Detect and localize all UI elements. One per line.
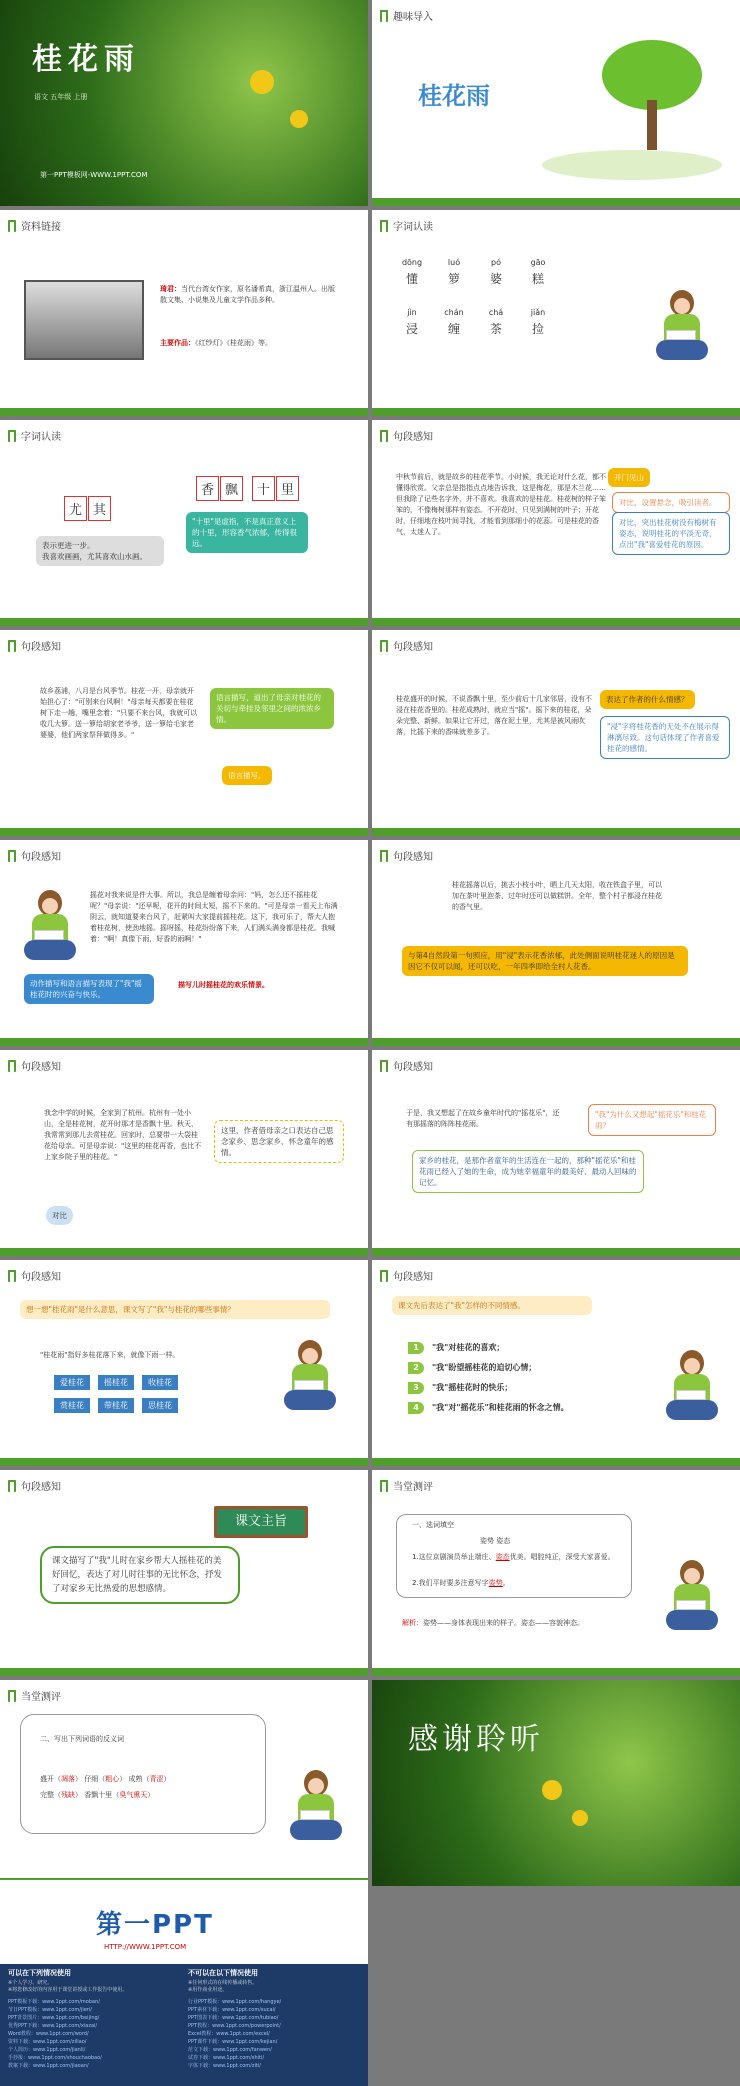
- passage-text: 桂花盛开的时候，不说香飘十里，至少前后十几家邻居，没有不浸在桂花香里的。桂花成熟时，就应当"摇"。摇下来的桂花，朵朵完整、新鲜。如果让它开过，落在泥土里，尤其是被风雨吹落，比摇下来的香味就差多了。: [396, 695, 592, 736]
- cover-title: 桂花雨: [32, 42, 140, 77]
- bookmark-icon: [8, 430, 16, 442]
- item-number: 3: [408, 1382, 424, 1394]
- slide-14-reading[interactable]: [372, 1260, 740, 1466]
- slide-15-theme[interactable]: [0, 1470, 368, 1676]
- tag-box: "浸"字将桂花香的无处不在展示得淋漓尽致。这句话体现了作者喜爱桂花的感情。: [600, 716, 730, 759]
- bookmark-icon: [8, 220, 16, 232]
- slide-header: 句段感知: [8, 1478, 61, 1493]
- resource-link[interactable]: 节日PPT模板：www.1ppt.com/jieri/: [8, 2007, 92, 2013]
- char-card: 里: [276, 476, 299, 501]
- slide-header: 句段感知: [380, 638, 433, 653]
- topic-chip: 爱桂花: [54, 1375, 90, 1390]
- girl-illustration: [286, 1770, 346, 1850]
- char-card: 飘: [220, 476, 243, 501]
- slide-header: 字词认读: [8, 428, 61, 443]
- passage-text: 我念中学的时候，全家到了杭州。杭州有一处小山，全是桂花树，花开时那才是香飘十里。秋天，我常常到那儿去赏桂花。回家时，总要带一大袋桂花给母亲。可是母亲说："这里的桂花再香，也比不上家乡院子里的桂花。": [44, 1109, 202, 1161]
- resource-link[interactable]: 资料下载：www.1ppt.com/ziliao/: [8, 2039, 87, 2045]
- tag-box: 对比，设置悬念，吸引读者。: [612, 492, 730, 513]
- slide-header: 句段感知: [380, 428, 433, 443]
- note-box: 动作描写和语言描写表现了"我"摇桂花时的兴奋与快乐。: [24, 974, 154, 1004]
- char-card: 香: [196, 476, 219, 501]
- slide-17-quiz[interactable]: 当堂测评 二、写出下列词语的反义词 盛开（凋落） 仔细（粗心） 成熟（青涩） 完整（残缺） 香飘十里（臭气熏天）: [0, 1680, 368, 1886]
- brand-logo: 第一PPT: [96, 1910, 214, 1940]
- slide-header: 句段感知: [380, 1058, 433, 1073]
- bookmark-icon: [380, 850, 388, 862]
- char-card: 尤: [64, 496, 87, 521]
- author-photo: [24, 280, 144, 360]
- note-box: 对比: [46, 1206, 73, 1225]
- pinyin-label: jìn: [407, 308, 417, 317]
- cover-subtitle: 语文 五年级 上册: [34, 93, 88, 101]
- resource-link[interactable]: Excel教程：www.1ppt.com/excel/: [188, 2031, 270, 2037]
- slide-header: 趣味导入: [380, 8, 433, 23]
- summary-text: 描写儿时摇桂花的欢乐情景。: [178, 981, 269, 989]
- bookmark-icon: [380, 10, 388, 22]
- resource-link[interactable]: 字体下载：www.1ppt.com/ziti/: [188, 2063, 261, 2069]
- brand-url: HTTP://WWW.1PPT.COM: [104, 1943, 187, 1951]
- theme-text: 课文描写了"我"儿时在家乡帮大人摇桂花的美好回忆，表达了对儿时往事的无比怀念，抒发了对家乡无比热爱的思想感情。: [40, 1546, 240, 1604]
- resource-link[interactable]: 行业PPT模板：www.1ppt.com/hangye/: [188, 1999, 282, 2005]
- bookmark-icon: [8, 850, 16, 862]
- slide-header: 字词认读: [380, 218, 433, 233]
- resource-link[interactable]: PPT素材下载：www.1ppt.com/sucai/: [188, 2007, 276, 2013]
- vocab-character: 缠: [447, 322, 460, 336]
- vocab-character: 浸: [405, 322, 418, 336]
- bookmark-icon: [8, 1690, 16, 1702]
- passage-text: 桂花摇落以后，挑去小枝小叶，晒上几天太阳，收在铁盒子里，可以加在茶叶里泡茶，过年时还可以做糕饼。全年，整个村子都浸在桂花的香气里。: [452, 881, 662, 911]
- vocab-character: 婆: [489, 272, 502, 286]
- note-box: 家乡的桂花，是那作者童年的生活连在一起的，那种"摇花乐"和桂花雨已经入了她的生命，成为她幸福童年的最美好、最动人回味的记忆。: [412, 1150, 644, 1193]
- item-number: 2: [408, 1362, 424, 1374]
- intro-title: 桂花雨: [418, 82, 490, 110]
- pinyin-label: dōng: [401, 258, 423, 267]
- theme-badge: 课文主旨: [214, 1506, 308, 1538]
- question-box: 课文先后表达了"我"怎样的不同情感。: [392, 1296, 592, 1315]
- passage-text: 于是，我又想起了在故乡童年时代的"摇花乐"，还有那摇落的阵阵桂花雨。: [406, 1109, 560, 1128]
- passage-text: 摇花对我来说是件大事。所以，我总是缠着母亲问："妈，怎么还不摇桂花呢？"母亲说："还早呢，花开的时间太短，摇不下来的。"可是母亲一看天上布满阴云，就知道要来台风了，赶紧叫大家提前摇桂花。这下，我可乐了，帮大人抱着桂花树，使劲地摇。摇呀摇，桂花纷纷落下来，人们满头满身都是桂花。我喊着："啊！真像下雨，好香的雨啊！": [90, 891, 338, 943]
- link-list: [188, 1998, 358, 2070]
- bookmark-icon: [8, 640, 16, 652]
- slide-header: 资料链接: [8, 218, 61, 233]
- pinyin-label: chán: [444, 308, 464, 317]
- resource-link[interactable]: PPT模板下载：www.1ppt.com/moban/: [8, 1999, 100, 2005]
- cover-brand: 第一PPT模板网-WWW.1PPT.COM: [40, 171, 148, 179]
- bookmark-icon: [380, 220, 388, 232]
- item-number: 4: [408, 1402, 424, 1414]
- slide-header: 句段感知: [8, 1058, 61, 1073]
- note-box: 这里，作者借母亲之口表达自己思念家乡、思念家乡、怀念童年的感情。: [214, 1120, 344, 1163]
- tag-box: 对比，突出桂花树没有梅树有姿态，说明桂花的平淡无奇，点出"我"喜爱桂花的原因。: [612, 512, 730, 555]
- pinyin-label: chá: [488, 308, 504, 317]
- topic-chip: 收桂花: [142, 1375, 178, 1390]
- tag-box: 表达了作者的什么情感？: [600, 690, 695, 709]
- slide-header: 当堂测评: [8, 1688, 61, 1703]
- resource-link[interactable]: 范文下载：www.1ppt.com/fanwen/: [188, 2047, 272, 2053]
- tag-box: "我"为什么又想起"摇花乐"和桂花雨？: [588, 1104, 716, 1136]
- pinyin-label: luó: [447, 258, 461, 267]
- slide-header: 句段感知: [8, 848, 61, 863]
- slide-10-reading[interactable]: [372, 840, 740, 1046]
- bookmark-icon: [380, 640, 388, 652]
- resource-link[interactable]: 个人简历：www.1ppt.com/jianli/: [8, 2047, 86, 2053]
- resource-link[interactable]: 试卷下载：www.1ppt.com/shiti/: [188, 2055, 265, 2061]
- note-box: 与第4自然段第一句照应，用"浸"表示花香浓郁，此处侧面说明桂花迷人的原因是因它不仅可以闻，还可以吃，一年四季即给全村人花香。: [402, 946, 688, 976]
- slide-1-cover[interactable]: [0, 0, 368, 206]
- slide-12-reading[interactable]: [372, 1050, 740, 1256]
- resource-link[interactable]: 手抄报：www.1ppt.com/shouchaobao/: [8, 2055, 102, 2061]
- feeling-item: 2 "我"盼望摇桂花的迫切心情；: [408, 1362, 648, 1374]
- slide-4-vocab[interactable]: [372, 210, 740, 416]
- slide-header: 当堂测评: [380, 1478, 433, 1493]
- note-box: 语言描写。: [222, 766, 272, 785]
- pinyin-label: pó: [491, 258, 501, 267]
- link-list: [8, 1998, 178, 2070]
- slide-16-quiz[interactable]: 当堂测评 一、选词填空 姿势 姿态 1.这位京剧演员举止端庄、姿态优美。唱腔纯正，深受大家喜爱。 2.我们平时要多注意写字姿势。 解析：姿势——身体表现出来的样子。姿态——容貌神态。: [372, 1470, 740, 1676]
- slide-18-thanks[interactable]: [372, 1680, 740, 1886]
- passage-text: 故乡荔浦，八月是台风季节。桂花一开，母亲就开始担心了："可别来台风啊！"母亲每天都要在桂花树下走一趟，嘴里念着："只要不来台风，我就可以收几大箩。送一箩给胡家老爷爷，送一箩给毛家老婆婆，他们两家祭拜做得多。": [40, 687, 198, 739]
- resource-link[interactable]: PPT课件下载：www.1ppt.com/kejian/: [188, 2039, 278, 2045]
- slide-11-reading[interactable]: [0, 1050, 368, 1256]
- vocab-character: 糕: [531, 272, 544, 286]
- slide-13-reading[interactable]: [0, 1260, 368, 1466]
- bookmark-icon: [8, 1270, 16, 1282]
- girl-illustration: [662, 1560, 722, 1640]
- slide-header: 句段感知: [380, 1268, 433, 1283]
- bookmark-icon: [380, 1060, 388, 1072]
- flower-decoration: [250, 70, 274, 94]
- feeling-item: 3 "我"摇桂花时的快乐；: [408, 1382, 648, 1394]
- pinyin-label: gāo: [530, 258, 546, 267]
- slide-header: 句段感知: [8, 1268, 61, 1283]
- pinyin-label: jiǎn: [530, 308, 546, 317]
- resource-link[interactable]: 优秀PPT下载：www.1ppt.com/xiazai/: [8, 2023, 98, 2029]
- slide-8-reading[interactable]: [372, 630, 740, 836]
- note-box: "十里"是虚指，不是真正意义上的十里，形容香气浓郁，传得很远。: [186, 512, 308, 553]
- char-card: 十: [252, 476, 275, 501]
- slide-7-reading[interactable]: [0, 630, 368, 836]
- flower-decoration: [290, 110, 308, 128]
- note-box: 语言描写，道出了母亲对桂花的关切与牵挂及邻里之间的浓浓乡情。: [210, 688, 334, 729]
- slide-header: 句段感知: [8, 638, 61, 653]
- bookmark-icon: [8, 1060, 16, 1072]
- question-box: 想一想"桂花雨"是什么意思，课文写了"我"与桂花的哪些事情？: [20, 1300, 330, 1319]
- girl-illustration: [280, 1340, 340, 1420]
- vocab-character: 茶: [489, 322, 502, 336]
- bookmark-icon: [380, 1270, 388, 1282]
- girl-illustration: [662, 1350, 722, 1430]
- bookmark-icon: [380, 1480, 388, 1492]
- resource-link[interactable]: PPT教程：www.1ppt.com/powerpoint/: [188, 2023, 281, 2029]
- topic-chip: 带桂花: [98, 1398, 134, 1413]
- resource-link[interactable]: PPT图表下载：www.1ppt.com/tubiao/: [188, 2015, 279, 2021]
- bookmark-icon: [380, 430, 388, 442]
- char-card: 其: [88, 496, 111, 521]
- answer-text: "桂花雨"指好多桂花落下来，就像下雨一样。: [40, 1351, 180, 1359]
- resource-link[interactable]: Word教程：www.1ppt.com/word/: [8, 2031, 89, 2037]
- chip-group: [50, 1370, 210, 1416]
- thanks-title: 感谢聆听: [408, 1722, 544, 1757]
- vocab-character: 懂: [405, 272, 418, 286]
- feeling-item: 1 "我"对桂花的喜欢；: [408, 1342, 648, 1354]
- topic-chip: 摇桂花: [98, 1375, 134, 1390]
- girl-illustration: [652, 290, 712, 370]
- girl-illustration: [20, 890, 80, 970]
- slide-9-reading[interactable]: [0, 840, 368, 1046]
- bookmark-icon: [8, 1480, 16, 1492]
- resource-link[interactable]: PPT背景图片：www.1ppt.com/beijing/: [8, 2015, 100, 2021]
- note-box: 表示更进一步。 我喜欢画画，尤其喜欢山水画。: [36, 536, 164, 566]
- topic-chip: 赏桂花: [54, 1398, 90, 1413]
- topic-chip: 思桂花: [142, 1398, 178, 1413]
- item-number: 1: [408, 1342, 424, 1354]
- slide-19-copyright[interactable]: 第一PPT HTTP://WWW.1PPT.COM 可以在下列情况使用 不可以在以下情况使用 ※个人学习、研究。 ※将您修改好的内容用于课堂讲授或工作报告中使用。 ※任何形式的在线传播或转售。 ※用作商业用途。 PPT模板下载：www.1ppt.com/moban/ 节日PPT模板：www.1ppt.com/jieri/ PPT背景图片：www.1ppt.com/beijing/ 优秀PPT下载：www.1ppt.com/xiazai/ Word教程：www.1ppt.com/word/ 资料下载：www.1ppt.com/ziliao/ 个人简历：www.1ppt.com/jianli/ 手抄报：www.1ppt.com/shouchaobao/ 教案下载：www.1ppt.com/jiaoan/ 行业PPT模板：www.1ppt.com/hangye/ PPT素材下载：www.1ppt.com/sucai/ PPT图表下载：www.1ppt.com/tubiao/ PPT教程：www.1ppt.com/powerpoint/ Excel教程：www.1ppt.com/excel/ PPT课件下载：www.1ppt.com/kejian/ 范文下载：www.1ppt.com/fanwen/ 试卷下载：www.1ppt.com/shiti/ 字体下载：www.1ppt.com/ziti/: [0, 1880, 368, 2086]
- feeling-list: [408, 1342, 648, 1422]
- passage-text: 中秋节前后，就是故乡的桂花季节。小时候，我无论对什么花，都不懂得欣赏。父亲总是指指点点地告诉我，这是梅花，那是木兰花……但我除了记些名字外，并不喜欢。我喜欢的是桂花。桂花树的样子笨笨的，不像梅树那样有姿态。不开花时，只见到满树的叶子；开花时，仔细地在枝叶间寻找，才能看到那细小的花蕊。可是桂花的香气，太迷人了。: [396, 473, 606, 536]
- vocab-character: 捡: [531, 322, 544, 336]
- slide-header: 句段感知: [380, 848, 433, 863]
- vocab-character: 箩: [447, 272, 460, 286]
- resource-link[interactable]: 教案下载：www.1ppt.com/jiaoan/: [8, 2063, 89, 2069]
- feeling-item: 4 "我"对"摇花乐"和桂花雨的怀念之情。: [408, 1402, 648, 1414]
- slide-3-author[interactable]: 资料链接 琦君：当代台湾女作家，原名潘希真，浙江温州人。出版散文集、小说集及儿童文学作品多种。 主要作品：《红纱灯》《桂花雨》等。: [0, 210, 368, 416]
- slide-2-intro[interactable]: [372, 0, 740, 206]
- slide-6-reading[interactable]: [372, 420, 740, 626]
- slide-5-vocab[interactable]: [0, 420, 368, 626]
- tag-box: 开门见山: [608, 468, 650, 487]
